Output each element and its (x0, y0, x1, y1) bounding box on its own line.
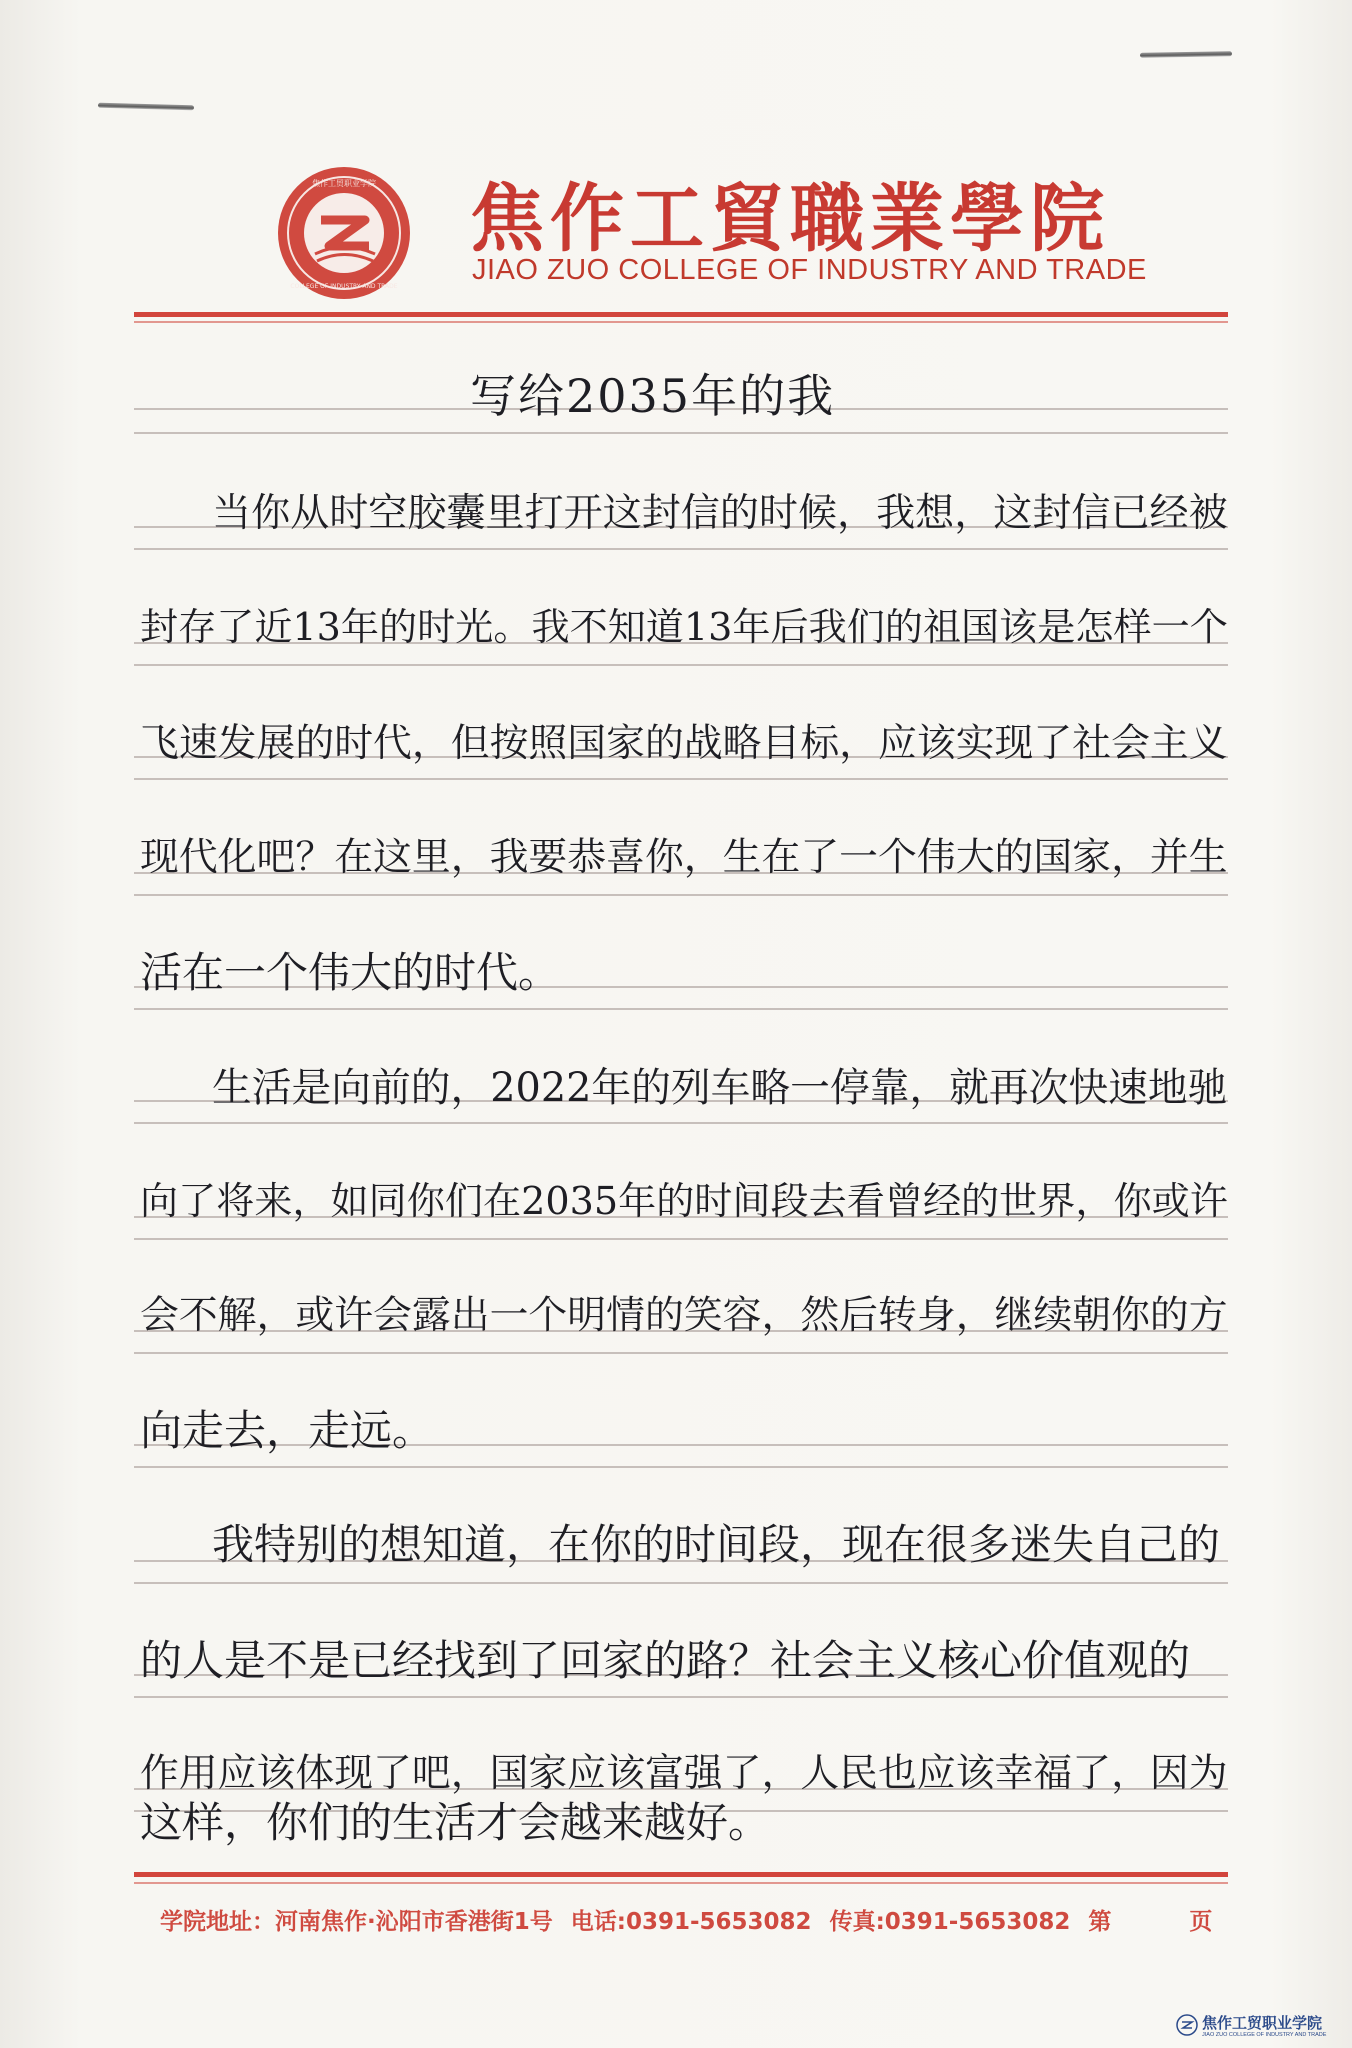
letter-line: 封存了近13年的时光。我不知道13年后我们的祖国该是怎样一个 (140, 605, 1228, 649)
footer-page-suffix: 页 (1189, 1909, 1213, 1935)
letter-line: 生活是向前的，2022年的列车略一停靠，就再次快速地驰 (212, 1065, 1228, 1111)
ruled-line (134, 894, 1228, 896)
footer-page-label: 第 (1088, 1909, 1112, 1935)
svg-text:COLLEGE OF INDUSTRY AND TRADE: COLLEGE OF INDUSTRY AND TRADE (290, 283, 398, 290)
watermark-cn: 焦作工贸职业学院 (1202, 2014, 1323, 2032)
ruled-line (134, 1582, 1228, 1584)
college-name-en: JIAO ZUO COLLEGE OF INDUSTRY AND TRADE (472, 254, 1147, 286)
watermark-logo-icon (1176, 2014, 1198, 2036)
scan-watermark (1176, 2010, 1352, 2046)
ruled-line (134, 1466, 1228, 1468)
footer-fax: 传真:0391-5653082 (829, 1909, 1071, 1935)
footer (160, 1903, 1222, 1936)
ruled-line (134, 1238, 1228, 1240)
ruled-line (134, 1008, 1228, 1010)
ruled-line (134, 432, 1228, 434)
letter-line: 会不解，或许会露出一个明情的笑容，然后转身，继续朝你的方 (140, 1293, 1228, 1338)
letter-line: 的人是不是已经找到了回家的路？社会主义核心价值观的 (140, 1636, 1191, 1685)
footer-phone: 电话:0391-5653082 (570, 1909, 812, 1935)
letter-line: 这样，你们的生活才会越来越好。 (140, 1798, 771, 1847)
letter-line: 我特别的想知道，在你的时间段，现在很多迷失自己的 (212, 1520, 1221, 1569)
ruled-line (134, 778, 1228, 780)
college-name-cn: 焦作工貿職業學院 (470, 176, 1110, 262)
ruled-line (134, 1122, 1228, 1124)
footer-address: 学院地址：河南焦作·沁阳市香港街1号 (160, 1909, 553, 1935)
watermark-en: JIAO ZUO COLLEGE OF INDUSTRY AND TRADE (1202, 2032, 1327, 2038)
ruled-line (134, 664, 1228, 666)
ruled-line (134, 1352, 1228, 1354)
letter-line: 向走去，走远。 (140, 1406, 435, 1455)
footer-rule (134, 1872, 1228, 1877)
letter-line: 飞速发展的时代，但按照国家的战略目标，应该实现了社会主义 (140, 721, 1228, 766)
footer-rule-thin (134, 1882, 1228, 1884)
letter-line: 向了将来，如同你们在2035年的时间段去看曾经的世界，你或许 (140, 1179, 1228, 1223)
ruled-lines (134, 0, 1228, 2048)
letter-line: 活在一个伟大的时代。 (140, 948, 561, 997)
letter-line: 当你从时空胶囊里打开这封信的时候，我想，这封信已经被 (212, 491, 1228, 536)
svg-text:焦作工贸职业学院: 焦作工贸职业学院 (312, 179, 376, 188)
ruled-line (134, 1696, 1228, 1698)
letter-line: 现代化吧？在这里，我要恭喜你，生在了一个伟大的国家，并生 (140, 835, 1228, 880)
letter-line: 作用应该体现了吧，国家应该富强了，人民也应该幸福了，因为 (140, 1751, 1228, 1796)
ruled-line (134, 548, 1228, 550)
letter-title: 写给2035年的我 (470, 369, 836, 423)
